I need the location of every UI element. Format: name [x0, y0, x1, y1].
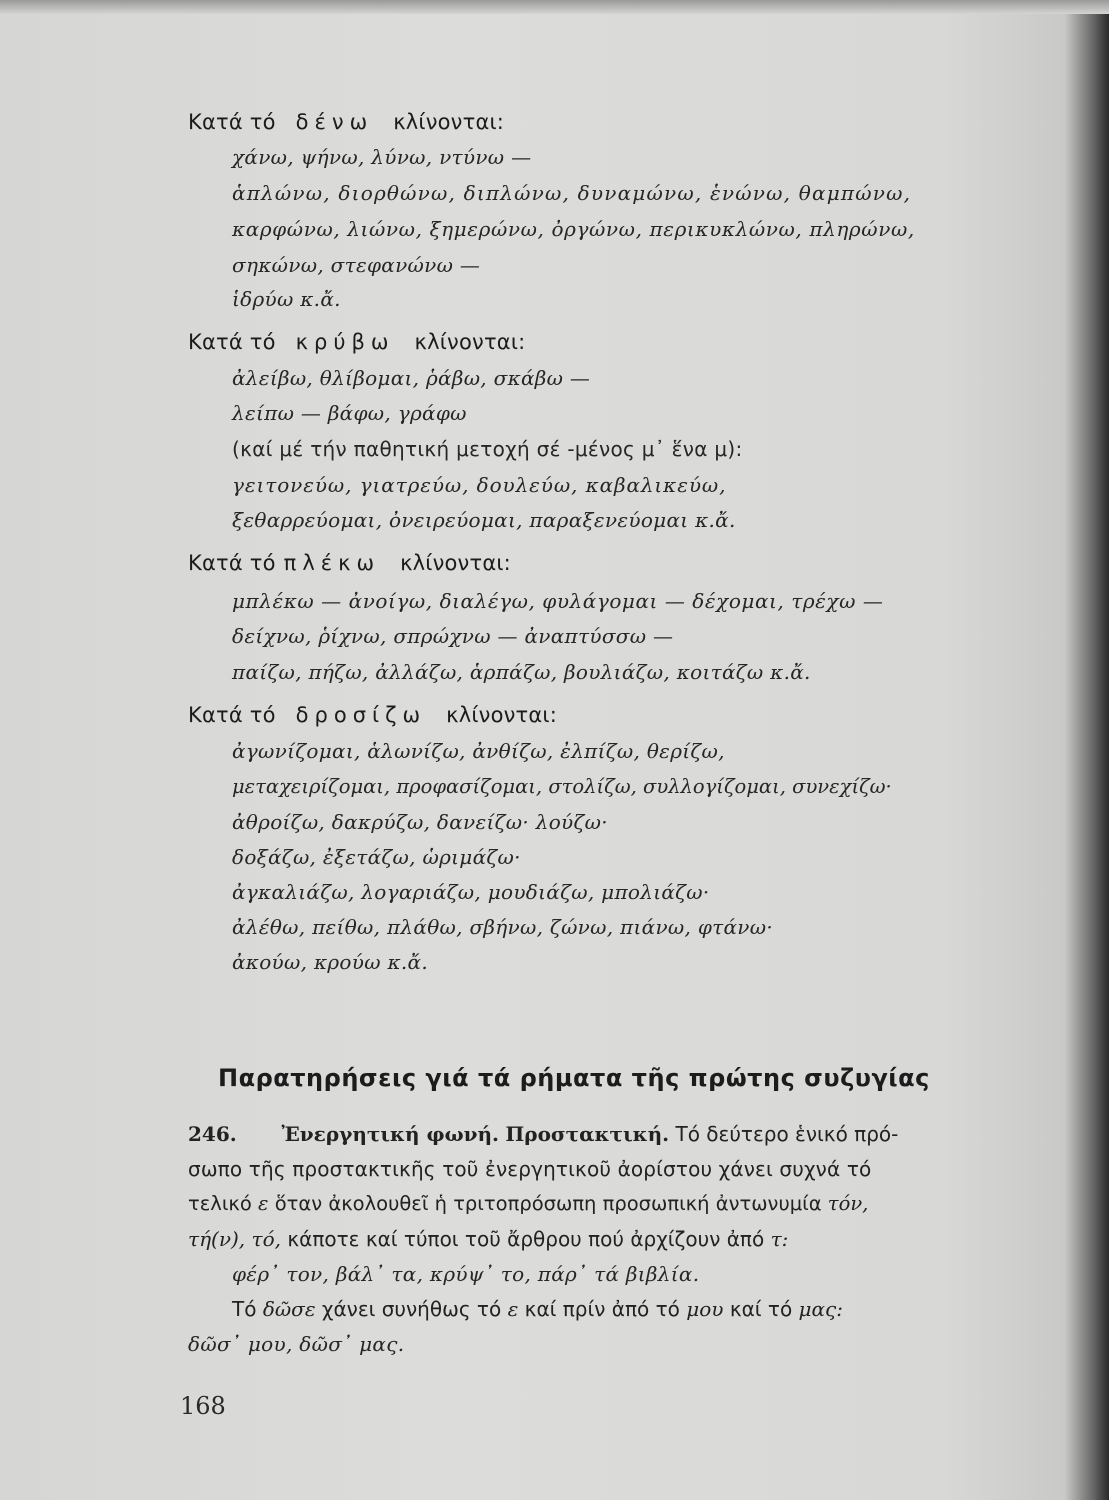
verb-list-line: μπλέκω — ἀνοίγω, διαλέγω, φυλάγομαι — δέχομαι, τρέχω — — [232, 589, 884, 613]
verb-list-line: σηκώνω, στεφανώνω — — [232, 253, 481, 277]
paragraph-line: τελικό ε ὅταν ἀκολουθεῖ ἡ τριτοπρόσωπη προσωπική ἀντωνυμία τόν, — [188, 1192, 869, 1215]
verb-list-line: μεταχειρίζομαι, προφασίζομαι, στολίζω, συλλογίζομαι, συνεχίζω· — [232, 775, 892, 798]
example-line: φέρ᾿ τον, βάλ᾿ τα, κρύψ᾿ το, πάρ᾿ τά βιβλία. — [232, 1262, 700, 1286]
lemma: δροσίζω — [295, 703, 427, 727]
paragraph-line: Τό δῶσε χάνει συνήθως τό ε καί πρίν ἀπό τό μου καί τό μας: — [232, 1297, 843, 1321]
verb-list-line: ἀλείβω, θλίβομαι, ῥάβω, σκάβω — — [232, 366, 591, 390]
verb-list-line: καρφώνω, λιώνω, ξημερώνω, ὀργώνω, περικυκλώνω, πληρώνω, — [232, 217, 915, 241]
verb-list-line: ἀλέθω, πείθω, πλάθω, σβήνω, ζώνω, πιάνω, φτάνω· — [232, 915, 774, 939]
verb-list-line: ἀγκαλιάζω, λογαριάζω, μουδιάζω, μπολιάζω· — [232, 880, 710, 904]
verb-list-note: (καί μέ τήν παθητική μετοχή σέ -μένος μ᾿ ἕνα μ): — [232, 437, 743, 461]
page-number: 168 — [180, 1392, 226, 1420]
lemma: κρύβω — [295, 330, 395, 354]
verb-list-line: ξεθαρρεύομαι, ὀνειρεύομαι, παραξενεύομαι κ.ἄ. — [232, 508, 736, 532]
paragraph-line: σωπο τῆς προστακτικῆς τοῦ ἐνεργητικοῦ ἀορίστου χάνει συχνά τό — [188, 1157, 872, 1181]
lemma: πλέκω — [283, 551, 381, 575]
example-line: δῶσ᾿ μου, δῶσ᾿ μας. — [188, 1332, 405, 1356]
paragraph-subheading: Προστακτική. — [505, 1122, 670, 1146]
verb-list-line: ἀκούω, κρούω κ.ἄ. — [232, 950, 429, 974]
section-heading-deno: Κατά τό δένω κλίνονται: — [188, 110, 505, 134]
section-heading-drosizo: Κατά τό δροσίζω κλίνονται: — [188, 703, 558, 727]
paragraph-line: 246. Ἐνεργητική φωνή. Προστακτική. Τό δεύτερο ἑνικό πρό- — [188, 1122, 899, 1146]
verb-list-line: χάνω, ψήνω, λύνω, ντύνω — — [232, 145, 532, 169]
verb-list-line: ἱδρύω κ.ἄ. — [232, 287, 341, 311]
verb-list-line: δείχνω, ῥίχνω, σπρώχνω — ἀναπτύσσω — — [232, 624, 674, 648]
verb-list-line: ἀγωνίζομαι, ἁλωνίζω, ἀνθίζω, ἐλπίζω, θερίζω, — [232, 739, 725, 763]
verb-list-line: δοξάζω, ἐξετάζω, ὡριμάζω· — [232, 845, 521, 869]
paragraph-line: τή(ν), τό, κάποτε καί τύποι τοῦ ἄρθρου πού ἀρχίζουν ἀπό τ: — [188, 1227, 789, 1251]
paragraph-number: 246. — [188, 1122, 237, 1146]
verb-list-line: παίζω, πήζω, ἀλλάζω, ἁρπάζω, βουλιάζω, κοιτάζω κ.ἄ. — [232, 660, 811, 684]
section-title: Παρατηρήσεις γιά τά ρήματα τῆς πρώτης συζυγίας — [218, 1064, 930, 1092]
verb-list-line: ἁπλώνω, διορθώνω, διπλώνω, δυναμώνω, ἑνώνω, θαμπώνω, — [232, 181, 912, 205]
section-heading-kryvo: Κατά τό κρύβω κλίνονται: — [188, 330, 526, 354]
verb-list-line: γειτονεύω, γιατρεύω, δουλεύω, καβαλικεύω, — [232, 473, 727, 497]
lemma: δένω — [295, 110, 374, 134]
section-heading-pleko: Κατά τό πλέκω κλίνονται: — [188, 551, 511, 575]
paragraph-heading: Ἐνεργητική φωνή. — [281, 1122, 500, 1146]
verb-list-line: λείπω — βάφω, γράφω — [232, 401, 467, 425]
verb-list-line: ἀθροίζω, δακρύζω, δανείζω· λούζω· — [232, 810, 608, 834]
